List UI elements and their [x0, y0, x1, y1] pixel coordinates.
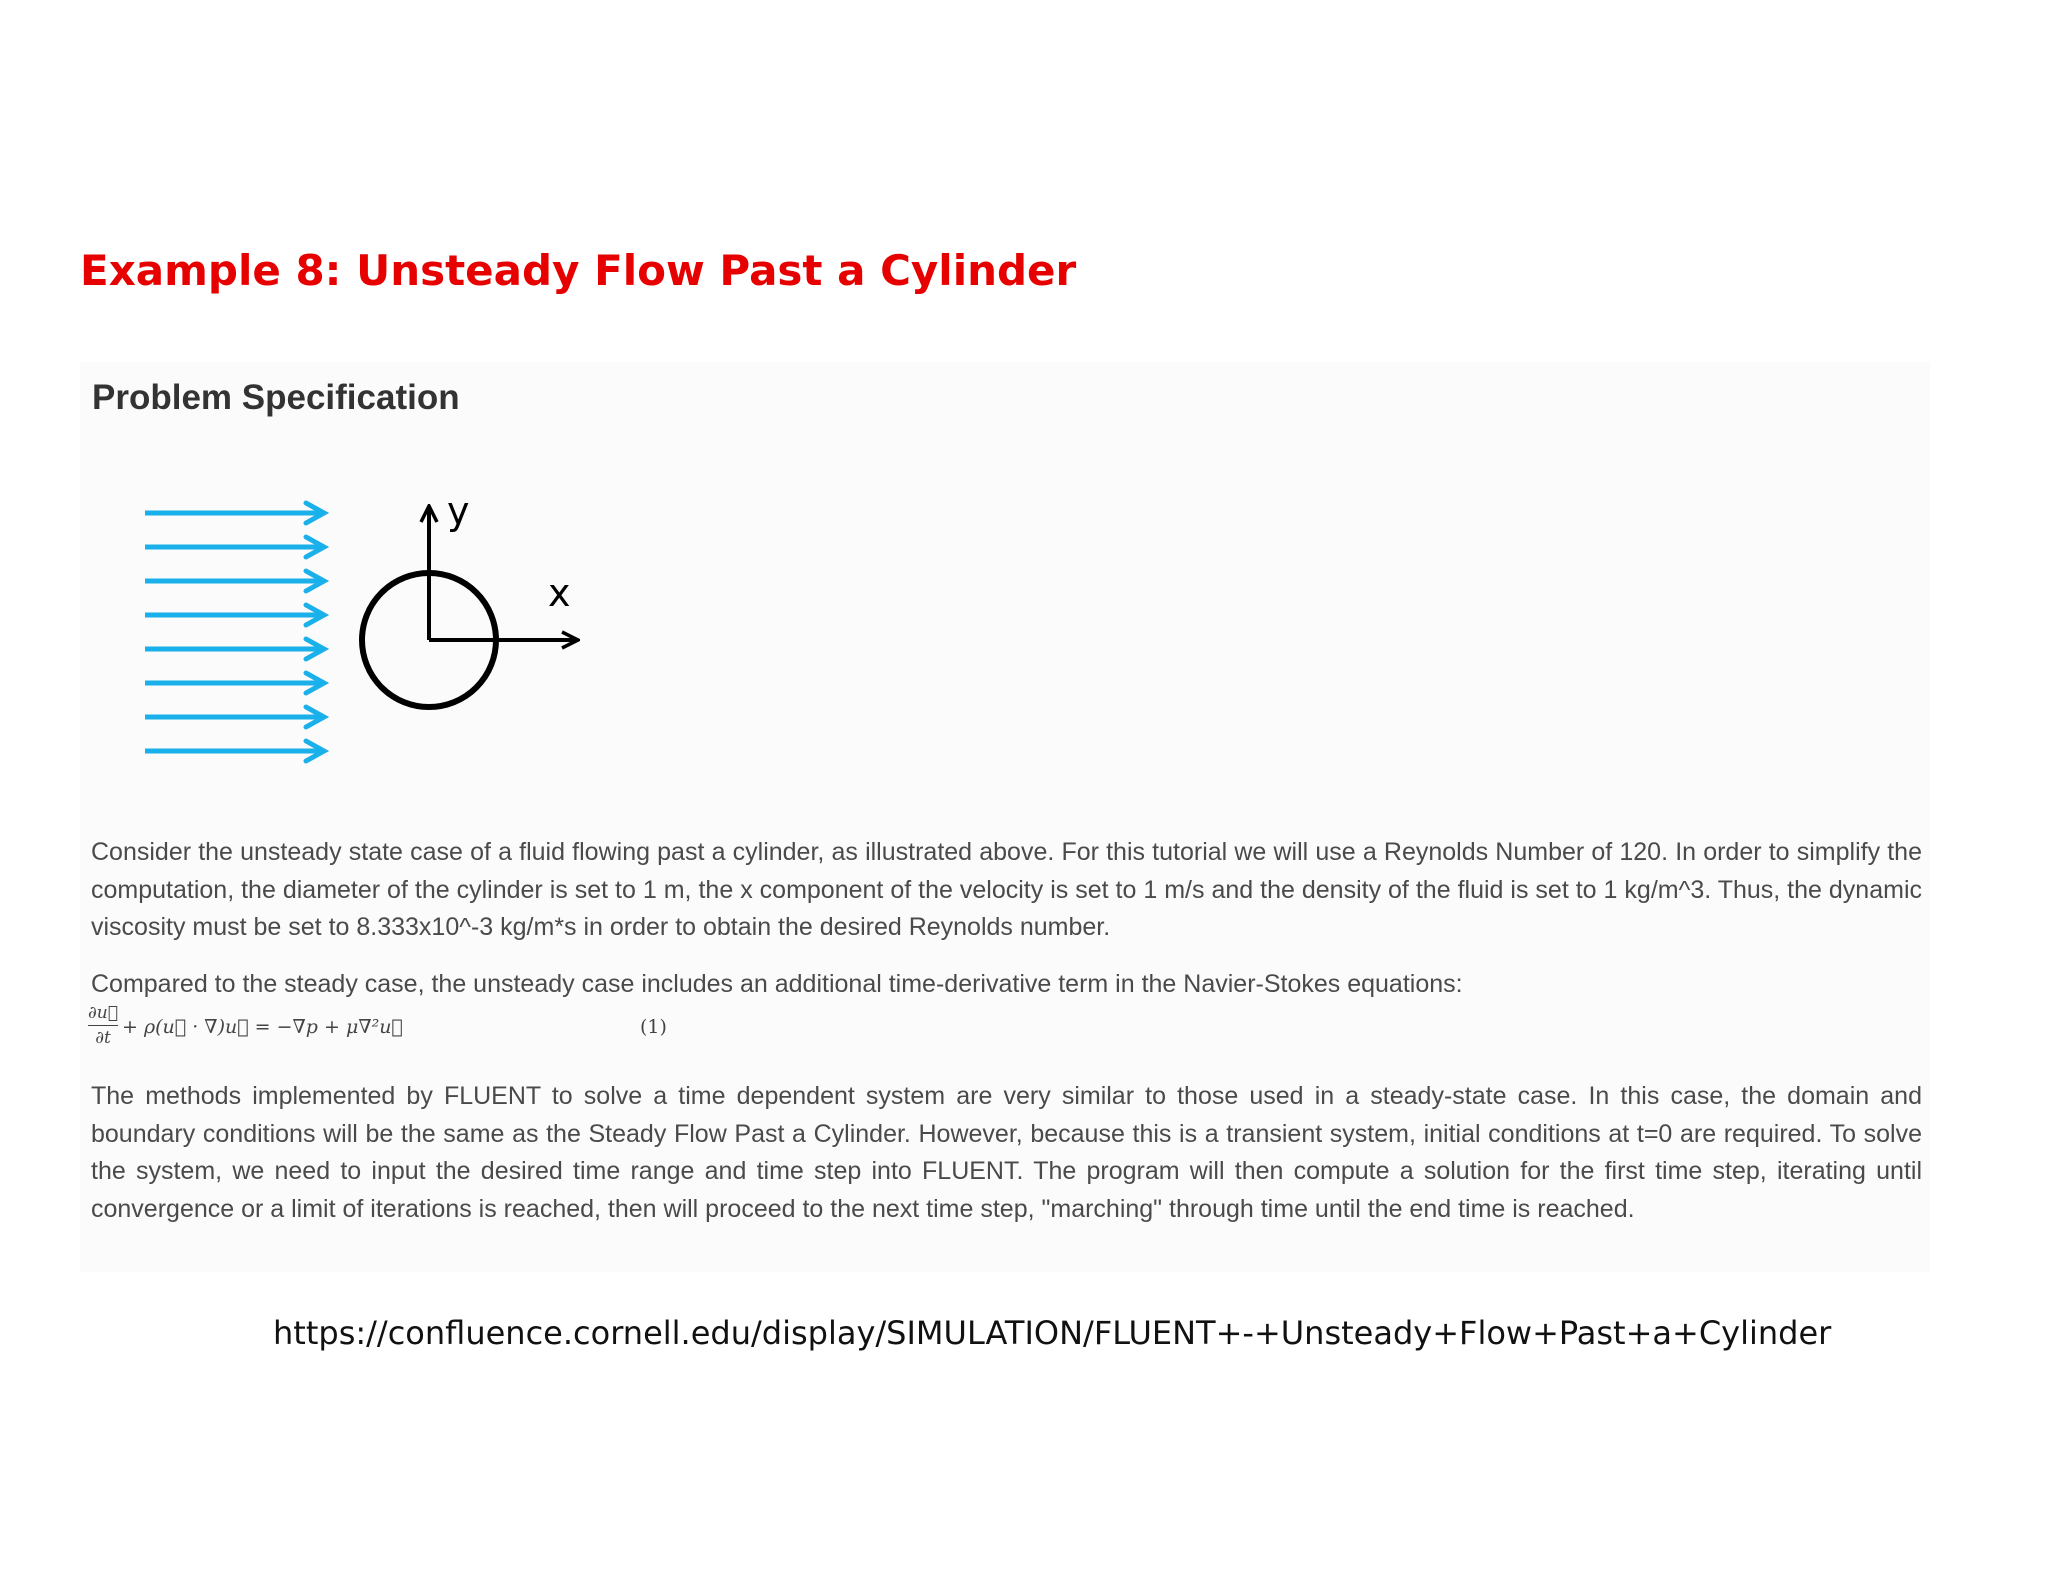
embedded-screenshot [80, 362, 1930, 1272]
equation-number: (1) [640, 1016, 667, 1038]
section-heading: Problem Specification [92, 378, 460, 417]
flow-diagram [80, 492, 640, 812]
equation-body: + ρ(u⃗ · ∇)u⃗ = −∇p + μ∇²u⃗ [122, 1016, 403, 1038]
flow-arrows [145, 503, 324, 761]
source-url: https://confluence.cornell.edu/display/SIMULATION/FLUENT+-+Unsteady+Flow+Past+a+Cylinder [273, 1314, 1832, 1352]
navier-stokes-equation [88, 1002, 688, 1058]
paragraph-problem-description: Consider the unsteady state case of a fluid flowing past a cylinder, as illustrated above. For this tutorial we will use a Reynolds Number of 120. In order to simplify the computation, the diameter of the cylinder is set to 1 m, the x component of the velocity is set to 1 m/s and the density of the fluid is set to 1 kg/m^3. Thus, the dynamic viscosity must be set to 8.333x10^-3 kg/m*s in order to obtain the desired Reynolds number. [91, 838, 1922, 941]
equation-denominator: ∂t [95, 1028, 111, 1048]
equation-numerator: ∂u⃗ [88, 1003, 118, 1023]
paragraph-fluent-method: The methods implemented by FLUENT to solve a time dependent system are very similar to those used in a steady-state case. In this case, the domain and boundary conditions will be the same as the Steady Flow Past a Cylinder. However, because this is a transient system, initial conditions at t=0 are required. To solve the system, we need to input the desired time range and time step into FLUENT. The program will then compute a solution for the first time step, iterating until convergence or a limit of iterations is reached, then will proceed to the next time step, "marching" through time until the end time is reached. [91, 1082, 1922, 1223]
equation-fraction [88, 1002, 118, 1049]
paragraph-unsteady-comparison: Compared to the steady case, the unsteady case includes an additional time-derivative term in the Navier-Stokes equations: [91, 970, 1463, 998]
x-axis-label: x [548, 571, 571, 615]
y-axis-label: y [447, 492, 470, 533]
slide-title: Example 8: Unsteady Flow Past a Cylinder [80, 246, 1077, 295]
